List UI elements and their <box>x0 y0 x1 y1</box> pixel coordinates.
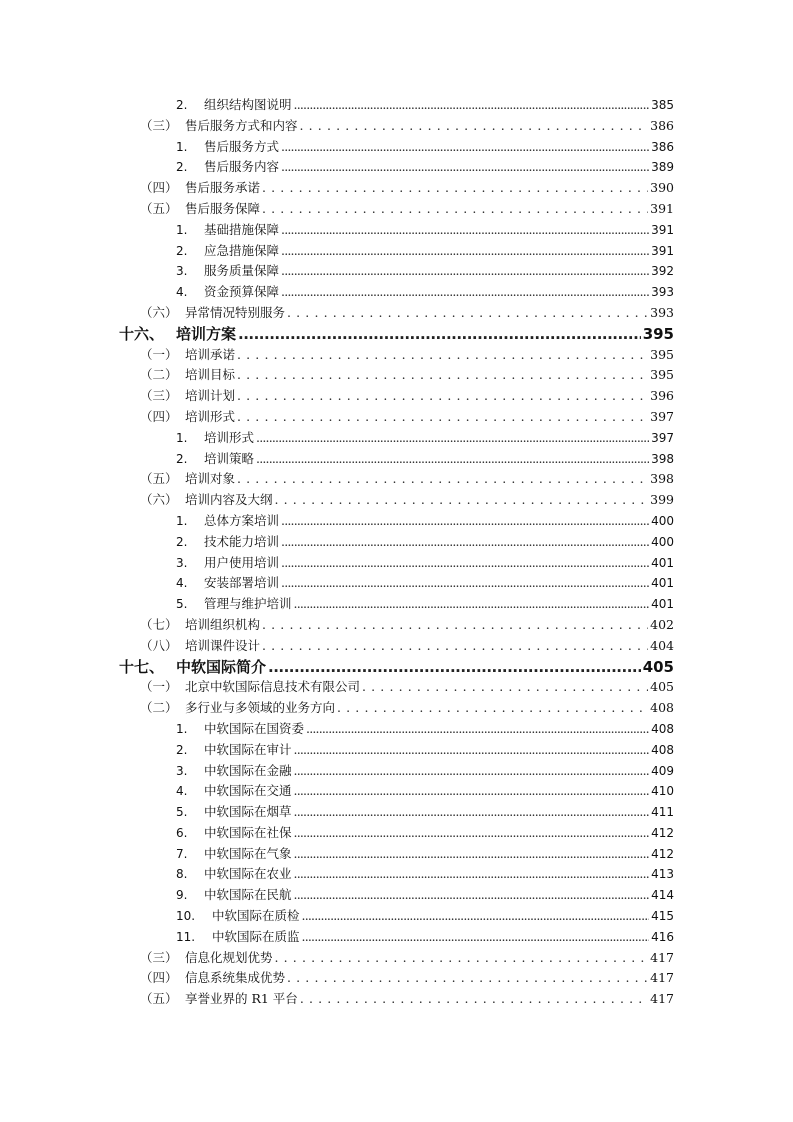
toc-dot-leader <box>281 157 649 178</box>
toc-entry-title: 中软国际简介 <box>176 657 267 676</box>
toc-entry-number: 2. <box>176 243 188 258</box>
toc-entry-number: （七） <box>140 616 178 632</box>
toc-dot-leader <box>300 989 648 1010</box>
toc-entry[interactable] <box>0 906 793 927</box>
toc-dot-leader <box>281 573 649 594</box>
toc-entry-page-number: 405 <box>650 679 674 695</box>
toc-dot-leader <box>275 490 649 511</box>
toc-dot-leader <box>302 927 650 948</box>
toc-dot-leader <box>275 948 649 969</box>
toc-entry[interactable] <box>0 137 793 158</box>
toc-dot-leader <box>337 698 648 719</box>
toc-dot-leader <box>281 220 649 241</box>
toc-entry-page-number: 395 <box>650 367 674 383</box>
toc-entry-page-number: 386 <box>651 139 674 154</box>
toc-entry-number: （五） <box>140 200 178 216</box>
toc-entry-title: 享誉业界的 R1 平台 <box>185 991 298 1007</box>
toc-entry[interactable] <box>0 719 793 740</box>
toc-entry-page-number: 390 <box>650 180 674 196</box>
toc-entry-page-number: 412 <box>651 846 674 861</box>
toc-entry-page-number: 413 <box>651 867 674 882</box>
toc-dot-leader <box>281 282 649 303</box>
toc-entry-number: （六） <box>140 492 178 508</box>
toc-dot-leader <box>294 844 650 865</box>
toc-entry[interactable] <box>0 282 793 303</box>
toc-entry[interactable] <box>0 657 793 678</box>
toc-entry[interactable] <box>0 553 793 574</box>
toc-dot-leader <box>237 345 648 366</box>
toc-entry-title: 中软国际在审计 <box>204 741 292 757</box>
toc-entry[interactable] <box>0 386 793 407</box>
toc-entry[interactable] <box>0 511 793 532</box>
toc-entry[interactable] <box>0 449 793 470</box>
toc-dot-leader <box>237 386 648 407</box>
toc-entry[interactable] <box>0 490 793 511</box>
toc-entry-page-number: 397 <box>651 430 674 445</box>
toc-entry-title: 培训对象 <box>185 471 236 487</box>
toc-dot-leader <box>294 781 650 802</box>
toc-entry-page-number: 397 <box>650 408 674 424</box>
toc-entry-title: 中软国际在质监 <box>212 928 300 944</box>
toc-entry-number: 4. <box>176 784 188 799</box>
toc-entry-page-number: 415 <box>651 909 674 924</box>
toc-entry-number: 1. <box>176 513 188 528</box>
toc-entry[interactable] <box>0 927 793 948</box>
toc-entry-title: 中软国际在气象 <box>204 845 292 861</box>
toc-entry[interactable] <box>0 698 793 719</box>
toc-entry-page-number: 405 <box>642 657 674 676</box>
toc-entry-page-number: 395 <box>642 324 674 343</box>
toc-entry-page-number: 401 <box>651 555 674 570</box>
toc-entry-title: 中软国际在金融 <box>204 762 292 778</box>
toc-entry-title: 管理与维护培训 <box>204 596 292 612</box>
toc-entry-number: 11. <box>176 929 196 944</box>
toc-entry[interactable] <box>0 324 793 345</box>
toc-entry-title: 异常情况特别服务 <box>185 304 286 320</box>
toc-entry-page-number: 410 <box>651 784 674 799</box>
toc-entry-number: （二） <box>140 367 178 383</box>
toc-entry[interactable] <box>0 677 793 698</box>
toc-entry[interactable] <box>0 636 793 657</box>
toc-entry-page-number: 408 <box>651 721 674 736</box>
toc-entry[interactable] <box>0 968 793 989</box>
toc-entry-number: 3. <box>176 264 188 279</box>
toc-entry-title: 中软国际在农业 <box>204 866 292 882</box>
toc-entry-page-number: 417 <box>650 991 674 1007</box>
toc-entry-number: 2. <box>176 534 188 549</box>
toc-entry-title: 信息系统集成优势 <box>185 970 286 986</box>
toc-entry[interactable] <box>0 844 793 865</box>
toc-entry-page-number: 399 <box>650 492 674 508</box>
toc-entry-number: （八） <box>140 637 178 653</box>
toc-entry[interactable] <box>0 220 793 241</box>
toc-entry[interactable] <box>0 116 793 137</box>
toc-entry[interactable] <box>0 95 793 116</box>
toc-entry[interactable] <box>0 199 793 220</box>
toc-entry-page-number: 412 <box>651 825 674 840</box>
toc-entry[interactable] <box>0 365 793 386</box>
toc-entry-title: 培训方案 <box>176 324 237 343</box>
toc-entry[interactable] <box>0 303 793 324</box>
toc-dot-leader <box>287 303 648 324</box>
toc-entry-number: 4. <box>176 285 188 300</box>
toc-entry-number: 7. <box>176 846 188 861</box>
toc-entry-page-number: 393 <box>651 285 674 300</box>
toc-entry-number: 1. <box>176 430 188 445</box>
toc-entry[interactable] <box>0 428 793 449</box>
toc-entry[interactable] <box>0 615 793 636</box>
toc-entry-page-number: 385 <box>651 98 674 112</box>
toc-dot-leader <box>300 116 649 137</box>
toc-entry-title: 中软国际在交通 <box>204 783 292 799</box>
toc-entry-number: 4. <box>176 576 188 591</box>
toc-entry-title: 用户使用培训 <box>204 554 280 570</box>
toc-dot-leader <box>262 615 648 636</box>
toc-entry-number: 2. <box>176 98 188 112</box>
toc-dot-leader <box>287 968 648 989</box>
toc-dot-leader <box>281 137 649 158</box>
toc-entry-title: 组织结构图说明 <box>204 97 292 112</box>
toc-entry[interactable] <box>0 761 793 782</box>
toc-entry-page-number: 416 <box>651 929 674 944</box>
toc-dot-leader <box>281 241 649 262</box>
toc-entry-title: 技术能力培训 <box>204 533 280 549</box>
toc-entry[interactable] <box>0 407 793 428</box>
toc-entry-title: 培训计划 <box>185 388 236 404</box>
toc-dot-leader <box>294 95 650 116</box>
toc-entry-number: 3. <box>176 555 188 570</box>
toc-entry[interactable] <box>0 823 793 844</box>
toc-entry-number: 十六、 <box>119 324 165 343</box>
toc-entry[interactable] <box>0 178 793 199</box>
toc-entry-page-number: 404 <box>650 637 674 653</box>
toc-dot-leader <box>262 178 648 199</box>
toc-dot-leader <box>262 199 648 220</box>
toc-entry-title: 培训形式 <box>185 408 236 424</box>
toc-entry-number: （三） <box>140 949 178 965</box>
toc-dot-leader <box>294 885 650 906</box>
toc-entry[interactable] <box>0 802 793 823</box>
toc-entry-number: （五） <box>140 991 178 1007</box>
toc-entry-page-number: 409 <box>651 763 674 778</box>
toc-entry-number: 5. <box>176 805 188 820</box>
toc-entry-title: 北京中软国际信息技术有限公司 <box>185 679 361 695</box>
toc-entry-title: 中软国际在民航 <box>204 887 292 903</box>
toc-entry-title: 信息化规划优势 <box>185 949 273 965</box>
toc-entry-title: 培训策略 <box>204 450 255 466</box>
toc-entry-page-number: 392 <box>651 264 674 279</box>
toc-entry-page-number: 391 <box>650 200 674 216</box>
toc-entry-title: 中软国际在国资委 <box>204 720 305 736</box>
toc-entry-title: 多行业与多领域的业务方向 <box>185 700 336 716</box>
toc-dot-leader <box>256 449 649 470</box>
toc-entry-number: 5. <box>176 597 188 612</box>
toc-entry[interactable] <box>0 594 793 615</box>
toc-entry-number: （三） <box>140 117 178 133</box>
toc-entry-title: 培训内容及大纲 <box>185 492 273 508</box>
toc-entry-number: 2. <box>176 451 188 466</box>
toc-entry-title: 售后服务方式和内容 <box>185 117 298 133</box>
toc-entry[interactable] <box>0 885 793 906</box>
toc-entry-page-number: 414 <box>651 888 674 903</box>
toc-entry-title: 培训课件设计 <box>185 637 261 653</box>
toc-entry-title: 中软国际在烟草 <box>204 804 292 820</box>
toc-entry-page-number: 408 <box>650 700 674 716</box>
toc-dot-leader <box>237 407 648 428</box>
toc-entry[interactable] <box>0 469 793 490</box>
toc-dot-leader <box>294 802 650 823</box>
toc-dot-leader <box>281 261 649 282</box>
toc-entry-number: 1. <box>176 139 188 154</box>
toc-entry-page-number: 400 <box>651 534 674 549</box>
toc-entry-page-number: 401 <box>651 576 674 591</box>
toc-entry-title: 中软国际在社保 <box>204 824 292 840</box>
toc-entry-title: 中软国际在质检 <box>212 908 300 924</box>
toc-entry-number: 9. <box>176 888 188 903</box>
toc-entry-page-number: 400 <box>651 513 674 528</box>
toc-entry[interactable] <box>0 573 793 594</box>
toc-entry-page-number: 393 <box>650 304 674 320</box>
toc-entry-title: 培训承诺 <box>185 346 236 362</box>
toc-entry-page-number: 389 <box>651 160 674 175</box>
toc-entry-number: （三） <box>140 388 178 404</box>
toc-entry[interactable] <box>0 261 793 282</box>
toc-entry-page-number: 401 <box>651 597 674 612</box>
toc-entry-number: 十七、 <box>119 657 165 676</box>
toc-entry[interactable] <box>0 781 793 802</box>
toc-entry-page-number: 402 <box>650 616 674 632</box>
toc-entry-page-number: 391 <box>651 243 674 258</box>
toc-entry-number: （一） <box>140 346 178 362</box>
toc-entry[interactable] <box>0 241 793 262</box>
toc-entry-title: 售后服务保障 <box>185 200 261 216</box>
toc-entry-number: 8. <box>176 867 188 882</box>
toc-entry-title: 基础措施保障 <box>204 221 280 237</box>
toc-entry-page-number: 396 <box>650 388 674 404</box>
toc-entry-title: 总体方案培训 <box>204 512 280 528</box>
toc-entry[interactable] <box>0 740 793 761</box>
toc-entry-number: （一） <box>140 679 178 695</box>
toc-dot-leader <box>294 761 650 782</box>
toc-dot-leader <box>294 823 650 844</box>
toc-dot-leader <box>302 906 650 927</box>
toc-dot-leader <box>294 740 650 761</box>
toc-entry-number: 2. <box>176 160 188 175</box>
toc-entry-page-number: 411 <box>651 805 674 820</box>
toc-entry-number: （四） <box>140 408 178 424</box>
toc-dot-leader <box>237 365 648 386</box>
toc-entry-number: （四） <box>140 180 178 196</box>
toc-entry-title: 售后服务承诺 <box>185 180 261 196</box>
toc-dot-leader <box>268 657 641 678</box>
toc-dot-leader <box>262 636 648 657</box>
toc-entry-title: 培训目标 <box>185 367 236 383</box>
toc-entry[interactable] <box>0 989 793 1010</box>
toc-dot-leader <box>306 719 649 740</box>
toc-dot-leader <box>362 677 648 698</box>
toc-entry[interactable] <box>0 948 793 969</box>
toc-entry-number: （六） <box>140 304 178 320</box>
toc-entry-number: （四） <box>140 970 178 986</box>
toc-entry[interactable] <box>0 864 793 885</box>
toc-entry-page-number: 417 <box>650 949 674 965</box>
toc-dot-leader <box>238 324 641 345</box>
toc-entry-title: 培训组织机构 <box>185 616 261 632</box>
table-of-contents <box>0 95 793 1010</box>
toc-dot-leader <box>256 428 649 449</box>
toc-entry[interactable] <box>0 157 793 178</box>
toc-entry-title: 培训形式 <box>204 429 255 445</box>
toc-entry-title: 资金预算保障 <box>204 284 280 300</box>
toc-dot-leader <box>237 469 648 490</box>
toc-entry-number: （二） <box>140 700 178 716</box>
toc-dot-leader <box>281 553 649 574</box>
toc-entry-page-number: 408 <box>651 742 674 757</box>
toc-entry-title: 服务质量保障 <box>204 263 280 279</box>
toc-entry-page-number: 386 <box>650 117 674 133</box>
toc-entry-title: 售后服务方式 <box>204 138 280 154</box>
toc-dot-leader <box>294 594 650 615</box>
toc-entry-title: 售后服务内容 <box>204 159 280 175</box>
toc-entry-title: 应急措施保障 <box>204 242 280 258</box>
toc-entry-number: 1. <box>176 222 188 237</box>
toc-entry-number: 6. <box>176 825 188 840</box>
toc-dot-leader <box>281 511 649 532</box>
toc-entry[interactable] <box>0 345 793 366</box>
toc-entry-number: 1. <box>176 721 188 736</box>
toc-entry[interactable] <box>0 532 793 553</box>
toc-entry-page-number: 395 <box>650 346 674 362</box>
toc-entry-page-number: 417 <box>650 970 674 986</box>
toc-entry-number: （五） <box>140 471 178 487</box>
toc-entry-title: 安装部署培训 <box>204 575 280 591</box>
toc-dot-leader <box>294 864 650 885</box>
toc-entry-page-number: 391 <box>651 222 674 237</box>
toc-entry-page-number: 398 <box>650 471 674 487</box>
toc-entry-number: 3. <box>176 763 188 778</box>
toc-entry-number: 10. <box>176 909 196 924</box>
toc-entry-number: 2. <box>176 742 188 757</box>
toc-entry-page-number: 398 <box>651 451 674 466</box>
toc-dot-leader <box>281 532 649 553</box>
